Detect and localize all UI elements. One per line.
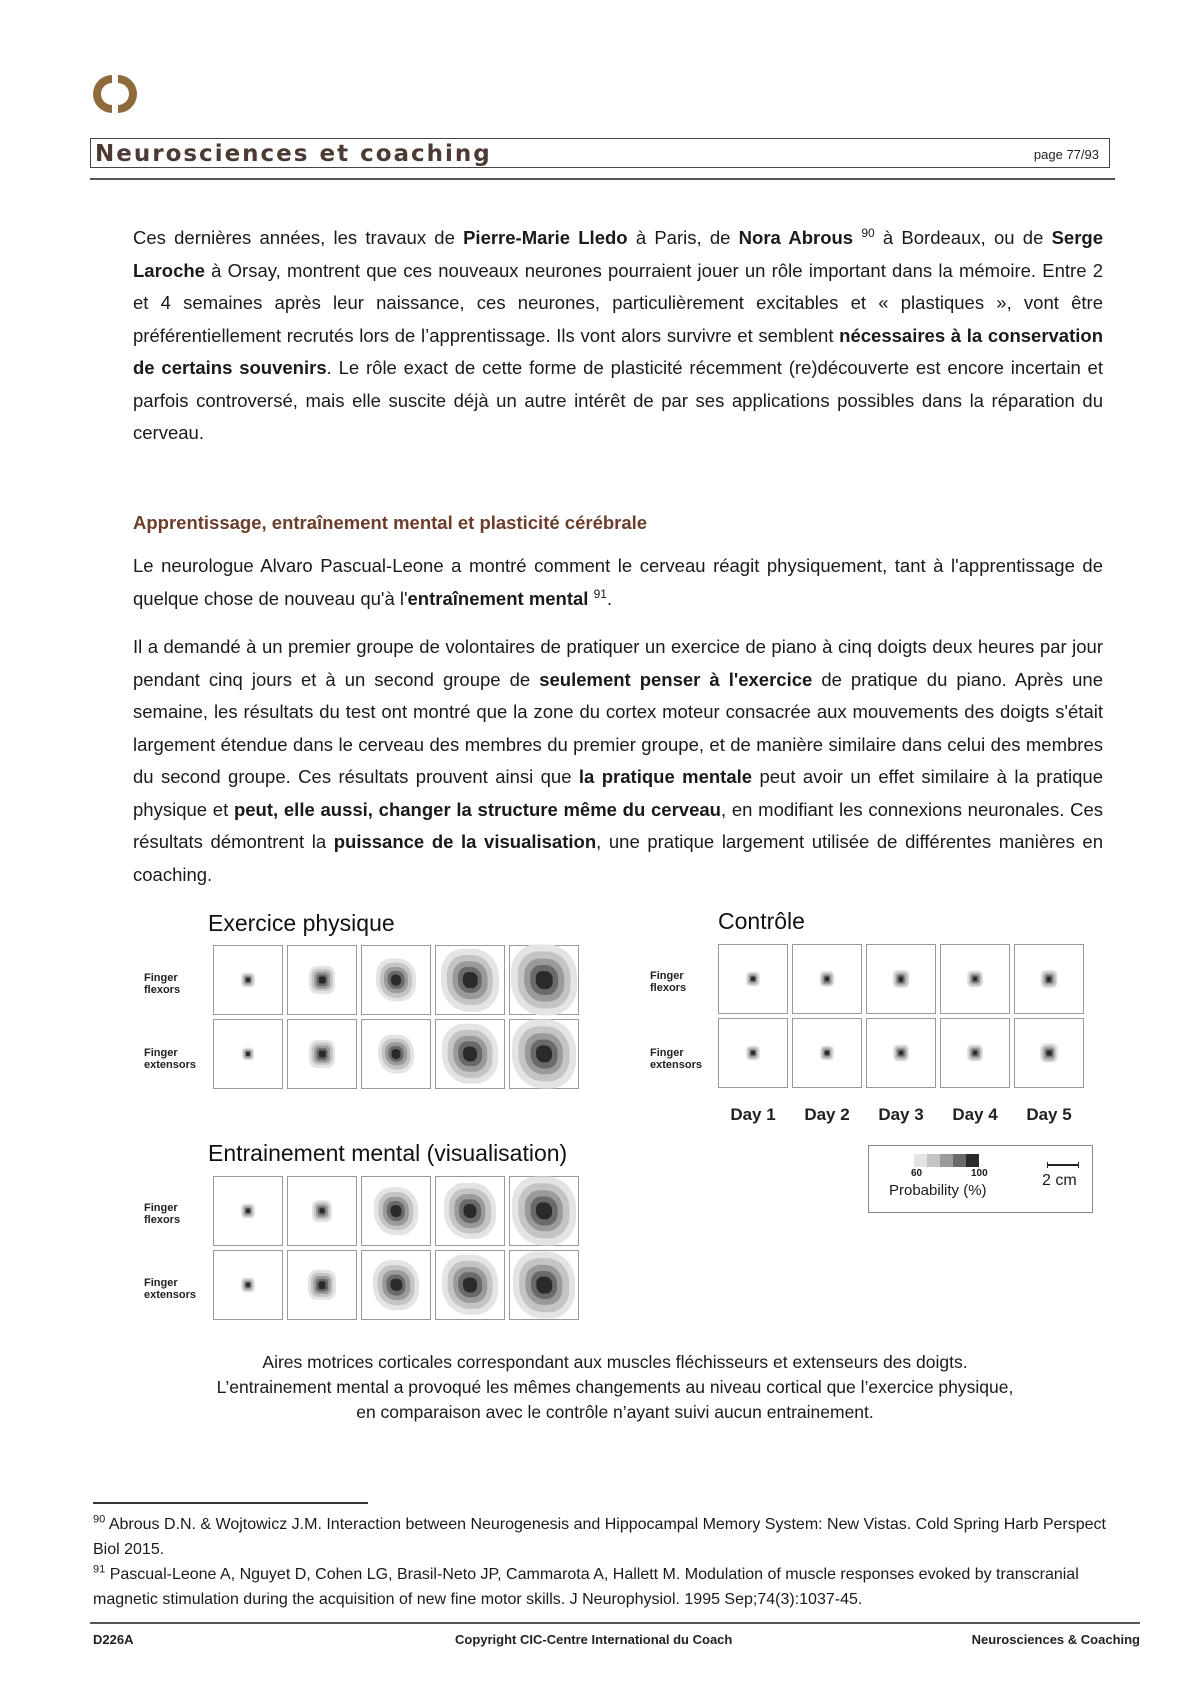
motor-map-cell: [287, 1176, 357, 1246]
activation-blob: [246, 1052, 250, 1056]
motor-map-cell: [435, 1176, 505, 1246]
footnote-divider: [93, 1502, 368, 1504]
day-label: Day 1: [730, 1105, 776, 1124]
text: Il a demandé à un premier groupe de volontaires de pratiquer un exercice de piano à cinq doigts deux heures par jour pendant cinq jours et à un second groupe de: [133, 636, 1103, 690]
motor-map-cell: [1014, 944, 1084, 1014]
motor-map-cell: [213, 1176, 283, 1246]
activation-blob: [1047, 977, 1051, 982]
activation-blob: [825, 1051, 829, 1055]
panel-title-physical: Exercice physique: [208, 910, 395, 936]
legend-swatch: [940, 1154, 953, 1167]
activation-blob: [973, 977, 977, 981]
caption-line: en comparaison avec le contrôle n’ayant suivi aucun entrainement.: [356, 1402, 874, 1422]
motor-map-cell: [1014, 1018, 1084, 1088]
row-label: Finger extensors: [144, 1047, 196, 1071]
legend-swatch: [927, 1154, 940, 1167]
motor-map-cell: [435, 1019, 505, 1089]
activation-blob: [536, 971, 553, 989]
activation-blob: [463, 1046, 477, 1061]
motor-map-cell: [213, 1250, 283, 1320]
footer-code: D226A: [93, 1632, 134, 1647]
activation-blob: [319, 1050, 326, 1057]
caption-line: L’entrainement mental a provoqué les mêmes changements au niveau cortical que l’exercice physique,: [216, 1377, 1014, 1397]
caption-line: Aires motrices corticales correspondant aux muscles fléchisseurs et extenseurs des doigts.: [262, 1352, 968, 1372]
scale-label: 2 cm: [1042, 1172, 1077, 1189]
legend-swatch: [953, 1154, 966, 1167]
footer-title: Neurosciences & Coaching: [971, 1632, 1140, 1647]
footer-divider: [90, 1622, 1140, 1624]
section-paragraph-2: [133, 631, 1103, 891]
day-label: Day 2: [804, 1105, 850, 1124]
document-title: Neurosciences et coaching: [95, 141, 492, 167]
text: Le neurologue Alvaro Pascual-Leone a montré comment le cerveau réagit physiquement, tant à l'apprentissage de quelque chose de nouveau qu'à l': [133, 555, 1103, 609]
activation-blob: [463, 1277, 477, 1292]
activation-blob: [536, 1045, 552, 1062]
emphasis: puissance de la visualisation: [333, 831, 597, 852]
motor-map-cell: [435, 1250, 505, 1320]
footer-copyright: Copyright CIC-Centre International du Coach: [455, 1632, 733, 1647]
text: à Orsay, montrent que ces nouveaux neurones pourraient jouer un rôle important dans la mémoire. Entre 2 et 4 semaines après leur naissance, ces neurones, particulièrement excitables et « plastiques », vont être préférentiellement recrutés lors de l’apprentissage. Ils vont alors survivre et semblent: [133, 259, 1103, 346]
motor-map-cell: [792, 944, 862, 1014]
row-label: Finger flexors: [144, 1202, 181, 1226]
motor-map-cell: [361, 1019, 431, 1089]
activation-blob: [825, 977, 829, 981]
day-label: Day 3: [878, 1105, 924, 1124]
motor-map-cell: [287, 1019, 357, 1089]
intro-paragraph: [133, 222, 1103, 450]
footnote-text: Pascual-Leone A, Nguyet D, Cohen LG, Brasil-Neto JP, Cammarota A, Hallett M. Modulation of muscle responses evoked by transcranial magnetic stimulation during the acquisition of new fine motor skills. J Neurophysiol. 1995 Sep;74(3):1037-45.: [93, 1566, 1079, 1608]
text: , en modifiant les connexions neuronales. Ces résultats démontrent la: [133, 798, 1103, 852]
page-number: page 77/93: [1033, 147, 1099, 162]
footnote-text: Abrous D.N. & Wojtowicz J.M. Interaction between Neurogenesis and Hippocampal Memory System: New Vistas. Cold Spring Harb Perspect Biol 2015.: [93, 1516, 1106, 1558]
activation-blob: [391, 1205, 402, 1217]
motor-map-cell: [287, 1250, 357, 1320]
activation-blob: [1047, 1051, 1052, 1056]
activation-blob: [246, 1283, 250, 1287]
probability-color-scale: [914, 1154, 979, 1167]
text: Ces dernières années, les travaux de: [133, 227, 464, 248]
footnote-number: 90: [93, 1513, 106, 1526]
scale-bar-icon: [1047, 1162, 1079, 1168]
author-abrous: Nora Abrous: [738, 227, 854, 248]
header-box: [90, 138, 1110, 168]
section-heading: Apprentissage, entraînement mental et plasticité cérébrale: [133, 512, 648, 533]
motor-map-cell: [792, 1018, 862, 1088]
emphasis: seulement penser à l'exercice: [539, 668, 813, 690]
activation-blob: [319, 976, 326, 983]
section-paragraph-1: [133, 550, 1103, 615]
activation-blob: [246, 1209, 250, 1213]
panel-title-mental: Entrainement mental (visualisation): [208, 1140, 568, 1166]
panel-grid-control: [718, 944, 1084, 1088]
motor-map-cell: [435, 945, 505, 1015]
motor-map-cell: [509, 945, 579, 1015]
footnote-91: [93, 1562, 1133, 1612]
activation-blob: [536, 1277, 552, 1294]
figure-legend: [868, 1145, 1093, 1213]
figure-caption: [150, 1350, 1080, 1425]
footnote-ref-91[interactable]: 91: [593, 586, 607, 601]
motor-map-cell: [866, 944, 936, 1014]
activation-blob: [751, 1051, 755, 1055]
day-label: Day 4: [952, 1105, 998, 1124]
motor-map-cell: [361, 1250, 431, 1320]
activation-blob: [973, 1051, 977, 1055]
legend-swatch: [914, 1154, 927, 1167]
motor-map-cell: [213, 1019, 283, 1089]
activation-blob: [320, 1208, 325, 1213]
day-label: Day 5: [1026, 1105, 1072, 1124]
activation-blob: [751, 977, 755, 981]
author-lledo: Pierre-Marie Lledo: [463, 227, 628, 248]
motor-map-cell: [509, 1176, 579, 1246]
activation-blob: [464, 1204, 477, 1218]
emphasis: nécessaires à la conservation de certains souvenirs: [133, 324, 1104, 378]
activation-blob: [899, 1051, 903, 1055]
activation-blob: [391, 975, 401, 986]
activation-blob: [899, 977, 903, 982]
activation-blob: [390, 1279, 402, 1291]
emphasis: peut, elle aussi, changer la structure même du cerveau: [233, 798, 721, 820]
panel-grid-mental: [213, 1176, 579, 1320]
emphasis: entraînement mental: [407, 587, 589, 609]
motor-map-cell: [718, 944, 788, 1014]
cic-logo-icon: [93, 72, 137, 116]
header-divider: [90, 178, 1115, 180]
activation-blob: [246, 978, 250, 982]
legend-min: 60: [911, 1168, 923, 1179]
motor-map-cell: [287, 945, 357, 1015]
footnote-number: 91: [93, 1563, 106, 1576]
activation-blob: [463, 972, 478, 988]
activation-blob: [536, 1202, 552, 1219]
legend-swatch: [966, 1154, 979, 1167]
motor-map-cell: [940, 1018, 1010, 1088]
text: à Bordeaux, ou de: [874, 227, 1052, 248]
text: à Paris, de: [627, 227, 739, 248]
row-label: Finger extensors: [144, 1277, 196, 1301]
motor-map-cell: [213, 945, 283, 1015]
legend-max: 100: [971, 1168, 988, 1179]
activation-blob: [319, 1281, 326, 1289]
text: . Le rôle exact de cette forme de plasticité récemment (re)découverte est encore incertain et parfois controversé, mais elle suscite déjà un autre intérêt de par ses applications possibles dans la réparation du cerveau.: [133, 357, 1103, 443]
row-label: Finger extensors: [650, 1047, 702, 1071]
motor-map-cell: [940, 944, 1010, 1014]
row-label: Finger flexors: [144, 972, 181, 996]
text: , une pratique largement utilisée de différentes manières en coaching.: [133, 831, 1104, 885]
motor-map-cell: [866, 1018, 936, 1088]
row-label: Finger flexors: [650, 970, 687, 994]
motor-map-cell: [718, 1018, 788, 1088]
panel-grid-physical: [213, 945, 579, 1089]
footnote-ref-90[interactable]: 90: [861, 225, 875, 240]
motor-map-cell: [509, 1019, 579, 1089]
motor-map-cell: [509, 1250, 579, 1320]
footnotes: [93, 1512, 1133, 1612]
text: .: [606, 587, 613, 609]
motor-map-cell: [361, 945, 431, 1015]
emphasis: la pratique mentale: [578, 766, 753, 787]
activation-blob: [392, 1049, 401, 1059]
legend-label: Probability (%): [889, 1182, 987, 1199]
motor-map-cell: [361, 1176, 431, 1246]
text: peut avoir un effet similaire à la pratique physique et: [133, 766, 1103, 820]
author-laroche: Serge Laroche: [133, 227, 1104, 281]
text: de pratique du piano. Après une semaine, les résultats du test ont montré que la zone du cortex moteur consacrée aux mouvements des doigts s'était largement étendue dans le cerveau des membres du premier groupe, et de manière similaire dans celui des membres du second groupe. Ces résultats prouvent ainsi que: [133, 668, 1103, 787]
footnote-90: [93, 1512, 1133, 1562]
panel-title-control: Contrôle: [718, 908, 805, 934]
